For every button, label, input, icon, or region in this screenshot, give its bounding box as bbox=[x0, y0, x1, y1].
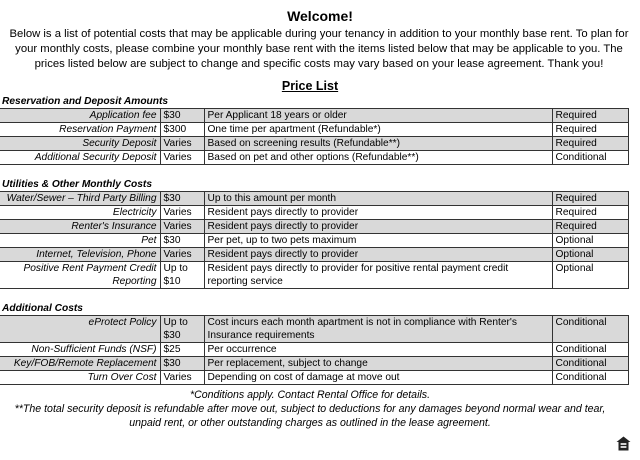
table-row bbox=[0, 343, 628, 357]
item-label: Security Deposit bbox=[0, 137, 160, 151]
item-label: Water/Sewer – Third Party Billing bbox=[0, 192, 160, 206]
intro-line: Below is a list of potential costs that may be applicable during your tenancy in addition to your monthly base rent. To plan for bbox=[9, 28, 629, 40]
item-amount: $30 bbox=[160, 357, 204, 371]
item-status: Optional bbox=[552, 234, 628, 248]
table-row bbox=[0, 248, 628, 262]
item-status: Required bbox=[552, 220, 628, 234]
item-description: Cost incurs each month apartment is not in compliance with Renter's Insurance requirements bbox=[204, 316, 552, 343]
item-status: Conditional bbox=[552, 357, 628, 371]
item-description: Resident pays directly to provider bbox=[204, 220, 552, 234]
page-title: Welcome! bbox=[287, 8, 353, 24]
spacer-row bbox=[0, 289, 628, 303]
item-label: Turn Over Cost bbox=[0, 371, 160, 385]
section-heading-row bbox=[0, 95, 628, 109]
item-status: Optional bbox=[552, 262, 628, 289]
table-row bbox=[0, 109, 628, 123]
item-label: Pet bbox=[0, 234, 160, 248]
price-table bbox=[0, 95, 629, 385]
item-amount: Varies bbox=[160, 206, 204, 220]
table-row bbox=[0, 151, 628, 165]
intro-line: your monthly costs, please combine your monthly base rent with the items listed below that may be applicable to you. The bbox=[15, 43, 623, 55]
table-row bbox=[0, 137, 628, 151]
item-description: Per replacement, subject to change bbox=[204, 357, 552, 371]
item-amount: Varies bbox=[160, 220, 204, 234]
item-amount: Varies bbox=[160, 371, 204, 385]
table-row bbox=[0, 371, 628, 385]
equal-housing-opportunity-icon bbox=[616, 436, 631, 451]
item-status: Required bbox=[552, 192, 628, 206]
item-label: Key/FOB/Remote Replacement bbox=[0, 357, 160, 371]
item-status: Required bbox=[552, 206, 628, 220]
item-status: Required bbox=[552, 137, 628, 151]
item-status: Conditional bbox=[552, 371, 628, 385]
item-amount: Up to $30 bbox=[160, 316, 204, 343]
item-label: Non-Sufficient Funds (NSF) bbox=[0, 343, 160, 357]
item-status: Conditional bbox=[552, 316, 628, 343]
item-description: Resident pays directly to provider for positive rental payment credit reporting service bbox=[204, 262, 552, 289]
item-description: Per Applicant 18 years or older bbox=[204, 109, 552, 123]
item-description: Resident pays directly to provider bbox=[204, 248, 552, 262]
item-description: Up to this amount per month bbox=[204, 192, 552, 206]
intro-line: prices listed below are subject to change and specific costs may vary based on your lease agreement. Thank you! bbox=[34, 58, 604, 70]
table-row bbox=[0, 234, 628, 248]
spacer-row bbox=[0, 165, 628, 179]
item-label: Reservation Payment bbox=[0, 123, 160, 137]
item-description: Resident pays directly to provider bbox=[204, 206, 552, 220]
footnote-conditions: *Conditions apply. Contact Rental Office for details. bbox=[189, 389, 431, 401]
table-row bbox=[0, 206, 628, 220]
section-heading-row bbox=[0, 302, 628, 316]
item-label: Positive Rent Payment Credit Reporting bbox=[0, 262, 160, 289]
table-row bbox=[0, 262, 628, 289]
section-heading: Reservation and Deposit Amounts bbox=[2, 96, 169, 107]
table-row bbox=[0, 220, 628, 234]
item-amount: Up to $10 bbox=[160, 262, 204, 289]
item-status: Conditional bbox=[552, 343, 628, 357]
section-heading-row bbox=[0, 178, 628, 192]
table-row bbox=[0, 316, 628, 343]
item-description: Based on screening results (Refundable**) bbox=[204, 137, 552, 151]
item-amount: $30 bbox=[160, 109, 204, 123]
table-row bbox=[0, 123, 628, 137]
section-heading: Utilities & Other Monthly Costs bbox=[2, 179, 152, 190]
item-label: Additional Security Deposit bbox=[0, 151, 160, 165]
item-description: Depending on cost of damage at move out bbox=[204, 371, 552, 385]
item-amount: $30 bbox=[160, 192, 204, 206]
item-description: Per occurrence bbox=[204, 343, 552, 357]
footnote-security-deposit: **The total security deposit is refundable after move out, subject to deductions for any damages beyond normal wear and tear, unpaid rent, or other outstanding charges as outlined in the lease agreement. bbox=[14, 403, 606, 429]
item-amount: $300 bbox=[160, 123, 204, 137]
section-heading: Additional Costs bbox=[2, 303, 83, 314]
item-amount: Varies bbox=[160, 151, 204, 165]
item-status: Required bbox=[552, 123, 628, 137]
item-amount: $30 bbox=[160, 234, 204, 248]
item-status: Conditional bbox=[552, 151, 628, 165]
item-amount: $25 bbox=[160, 343, 204, 357]
item-label: Electricity bbox=[0, 206, 160, 220]
item-status: Optional bbox=[552, 248, 628, 262]
intro-paragraph bbox=[0, 27, 640, 72]
item-label: Internet, Television, Phone bbox=[0, 248, 160, 262]
table-row bbox=[0, 192, 628, 206]
item-amount: Varies bbox=[160, 248, 204, 262]
item-label: Renter's Insurance bbox=[0, 220, 160, 234]
item-description: Based on pet and other options (Refundable**) bbox=[204, 151, 552, 165]
item-description: One time per apartment (Refundable*) bbox=[204, 123, 552, 137]
item-description: Per pet, up to two pets maximum bbox=[204, 234, 552, 248]
item-label: eProtect Policy bbox=[0, 316, 160, 343]
price-list-heading: Price List bbox=[281, 79, 339, 93]
item-amount: Varies bbox=[160, 137, 204, 151]
item-status: Required bbox=[552, 109, 628, 123]
item-label: Application fee bbox=[0, 109, 160, 123]
table-row bbox=[0, 357, 628, 371]
